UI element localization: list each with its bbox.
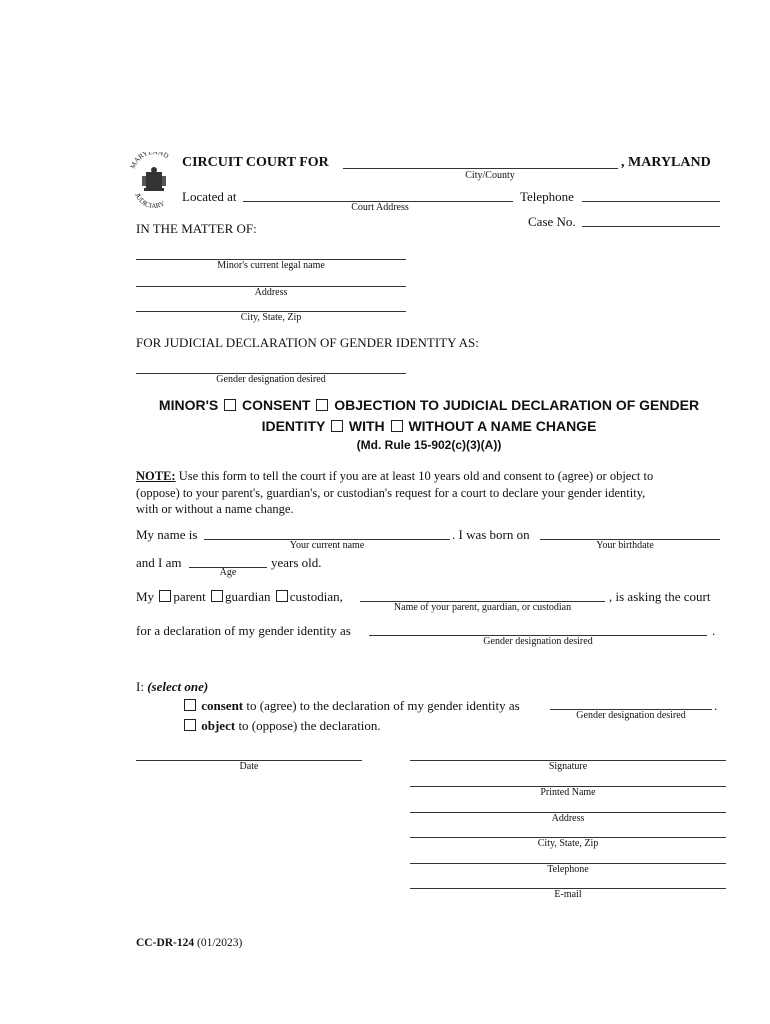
parent-checkbox[interactable] bbox=[159, 590, 171, 602]
with-name-change-checkbox[interactable] bbox=[331, 420, 343, 432]
for-declaration-label: for a declaration of my gender identity as bbox=[136, 623, 351, 638]
minor-name-caption: Minor's current legal name bbox=[217, 260, 325, 271]
signer-email-caption: E-mail bbox=[554, 889, 582, 900]
note-line1: Use this form to tell the court if you are at least 10 years old and consent to (agree) or object to bbox=[175, 469, 654, 483]
my-label: My bbox=[136, 589, 155, 604]
consent-period: . bbox=[714, 698, 718, 713]
consent-option bbox=[182, 698, 520, 714]
guardian-checkbox[interactable] bbox=[211, 590, 223, 602]
years-old-label: years old. bbox=[271, 555, 322, 570]
form-title-line1 bbox=[0, 397, 770, 413]
and-i-am-label: and I am bbox=[136, 555, 182, 570]
court-telephone-field[interactable] bbox=[582, 201, 720, 202]
age-caption: Age bbox=[219, 567, 237, 578]
note-label: NOTE: bbox=[136, 469, 176, 483]
case-no-field[interactable] bbox=[582, 226, 720, 227]
birthdate-caption: Your birthdate bbox=[596, 540, 654, 551]
born-on-label: . I was born on bbox=[452, 527, 530, 542]
city-county-caption: City/County bbox=[465, 170, 515, 181]
my-name-label: My name is bbox=[136, 527, 198, 542]
title-consent: CONSENT bbox=[242, 397, 311, 413]
telephone-label: Telephone bbox=[520, 189, 574, 204]
guardian-label: guardian bbox=[225, 589, 271, 604]
maryland-judiciary-seal bbox=[128, 152, 180, 210]
objection-title-checkbox[interactable] bbox=[316, 399, 328, 411]
custodian-checkbox[interactable] bbox=[276, 590, 288, 602]
parent-name-caption: Name of your parent, guardian, or custodian bbox=[393, 602, 572, 613]
consent-gender-caption: Gender designation desired bbox=[576, 710, 686, 721]
maryland-label: , MARYLAND bbox=[621, 155, 711, 170]
your-current-name-caption: Your current name bbox=[289, 540, 365, 551]
note-paragraph bbox=[136, 468, 736, 518]
date-caption: Date bbox=[239, 761, 259, 772]
title-without: WITHOUT A NAME CHANGE bbox=[408, 418, 597, 434]
signer-address-caption: Address bbox=[551, 813, 585, 824]
object-bold-label: object bbox=[201, 718, 236, 733]
consent-title-checkbox[interactable] bbox=[224, 399, 236, 411]
signer-city-state-zip-caption: City, State, Zip bbox=[537, 838, 599, 849]
parent-line bbox=[136, 589, 343, 605]
custodian-label: custodian, bbox=[289, 589, 343, 604]
circuit-court-label: CIRCUIT COURT FOR bbox=[182, 155, 329, 170]
svg-text:MARYLAND: MARYLAND bbox=[128, 152, 171, 170]
title-identity: IDENTITY bbox=[261, 418, 326, 434]
seal-icon bbox=[128, 152, 180, 210]
consent-checkbox[interactable] bbox=[184, 699, 196, 711]
minor-address-caption: Address bbox=[254, 287, 288, 298]
without-name-change-checkbox[interactable] bbox=[391, 420, 403, 432]
form-footer bbox=[136, 937, 242, 949]
title-objection: OBJECTION TO JUDICIAL DECLARATION OF GENDER bbox=[334, 397, 700, 413]
object-option bbox=[182, 718, 381, 734]
is-asking-label: , is asking the court bbox=[609, 589, 711, 604]
object-label: to (oppose) the declaration. bbox=[235, 718, 381, 733]
court-address-caption: Court Address bbox=[351, 202, 409, 213]
i-label: I: bbox=[136, 679, 144, 694]
form-id: CC-DR-124 bbox=[136, 937, 195, 949]
signer-telephone-caption: Telephone bbox=[547, 864, 589, 875]
note-line3: with or without a name change. bbox=[136, 502, 294, 516]
declaration-gender-caption: Gender designation desired bbox=[483, 636, 593, 647]
parent-label: parent bbox=[173, 589, 206, 604]
case-no-label: Case No. bbox=[528, 214, 576, 229]
signature-caption: Signature bbox=[548, 761, 588, 772]
consent-label: to (agree) to the declaration of my gender identity as bbox=[243, 698, 520, 713]
located-at-label: Located at bbox=[182, 189, 237, 204]
title-with: WITH bbox=[348, 418, 385, 434]
select-one-line bbox=[136, 679, 208, 695]
consent-bold-label: consent bbox=[201, 698, 244, 713]
for-judicial-declaration-label: FOR JUDICIAL DECLARATION OF GENDER IDENTITY AS: bbox=[136, 335, 479, 350]
gender-designation-caption: Gender designation desired bbox=[216, 374, 326, 385]
city-county-field[interactable] bbox=[343, 168, 618, 169]
declaration-period: . bbox=[712, 623, 716, 638]
object-checkbox[interactable] bbox=[184, 719, 196, 731]
title-minors: MINOR'S bbox=[158, 397, 219, 413]
in-the-matter-label: IN THE MATTER OF: bbox=[136, 221, 257, 236]
minor-city-state-zip-caption: City, State, Zip bbox=[240, 312, 302, 323]
form-revision: (01/2023) bbox=[194, 937, 243, 949]
form-title-line2 bbox=[0, 418, 770, 434]
printed-name-caption: Printed Name bbox=[540, 787, 596, 798]
note-line2: (oppose) to your parent's, guardian's, or custodian's request for a court to declare your gender identity, bbox=[136, 485, 646, 500]
select-one-label: (select one) bbox=[147, 679, 209, 694]
svg-text:JUDICIARY: JUDICIARY bbox=[133, 191, 166, 210]
rule-citation: (Md. Rule 15-902(c)(3)(A)) bbox=[356, 438, 502, 452]
